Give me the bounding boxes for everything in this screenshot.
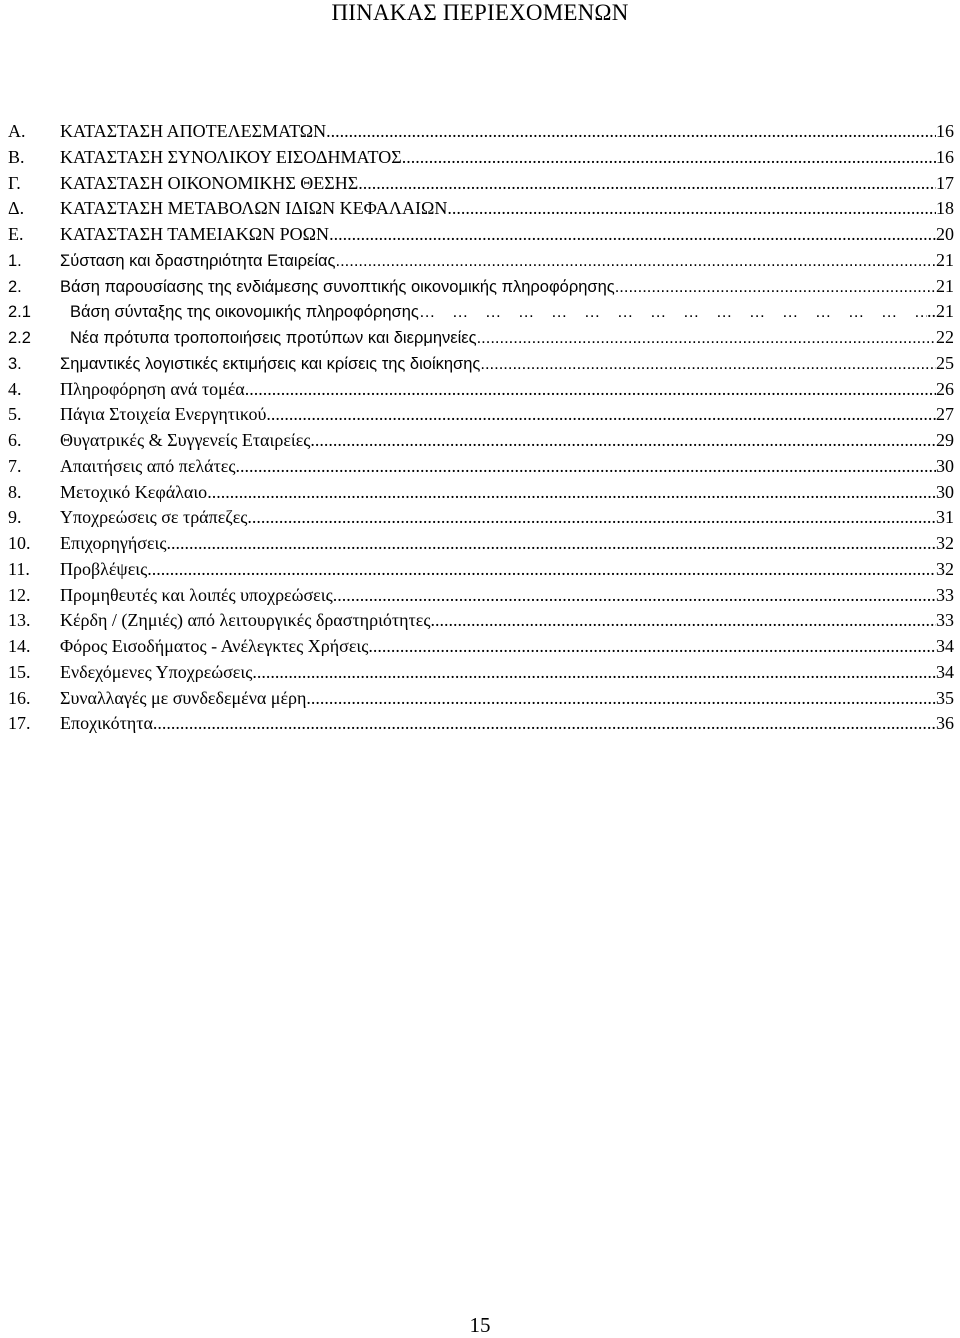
- toc-entry-number: Β.: [8, 146, 25, 167]
- toc-entry-page: ..21: [927, 301, 954, 322]
- dot-leader: [402, 145, 936, 171]
- toc-entry-number: 15.: [8, 661, 31, 682]
- toc-entry-number: 14.: [8, 636, 31, 656]
- toc-entry-2-2[interactable]: [8, 325, 954, 351]
- toc-entry-1[interactable]: [8, 248, 954, 274]
- toc-entry-6[interactable]: [8, 428, 954, 454]
- toc-entry-label: Υποχρεώσεις σε τράπεζες: [60, 507, 248, 528]
- toc-entry-page: 17: [936, 172, 954, 193]
- dot-leader: [310, 428, 936, 454]
- toc-entry-2-1[interactable]: [8, 299, 954, 325]
- toc-entry-number: 16.: [8, 687, 31, 708]
- toc-entry-page: 30: [936, 455, 954, 476]
- toc-entry-number: Γ.: [8, 172, 21, 193]
- dot-leader: [430, 608, 936, 634]
- toc-entry-label: Κέρδη / (Ζημιές) από λειτουργικές δραστηριότητες: [60, 610, 431, 631]
- page-number: 15: [469, 1313, 491, 1337]
- toc-entry-page: 30: [936, 481, 954, 502]
- toc-entry-number: 2.1: [8, 303, 31, 322]
- toc-entry-page: 27: [936, 404, 954, 425]
- toc-entry-label: Απαιτήσεις από πελάτες: [60, 455, 236, 476]
- toc-entry-number: Ε.: [8, 224, 24, 244]
- dot-leader: [477, 326, 936, 352]
- dot-leader: [266, 402, 936, 428]
- page-title: ΠΙΝΑΚΑΣ ΠΕΡΙΕΧΟΜΕΝΩΝ: [331, 0, 629, 25]
- dot-leader: [167, 531, 936, 557]
- toc-entry-page: 31: [936, 507, 954, 528]
- toc-entry-a[interactable]: [8, 119, 954, 145]
- toc-entry-label: Φόρος Εισοδήματος - Ανέλεγκτες Χρήσεις: [60, 636, 369, 656]
- toc-entry-16[interactable]: [8, 686, 954, 712]
- toc-entry-page: 33: [936, 584, 954, 605]
- toc-entry-number: 13.: [8, 610, 31, 631]
- toc-entry-10[interactable]: [8, 531, 954, 557]
- toc-entry-page: 26: [936, 378, 954, 399]
- dot-leader: [306, 686, 936, 712]
- toc-entry-page: 21: [936, 249, 954, 270]
- toc-entry-page: 34: [936, 661, 954, 682]
- toc-entry-number: 17.: [8, 713, 31, 734]
- toc-entry-label: ΚΑΤΑΣΤΑΣΗ ΣΥΝΟΛΙΚΟΥ ΕΙΣΟΔΗΜΑΤΟΣ: [60, 146, 402, 167]
- toc-entry-number: 12.: [8, 584, 31, 605]
- toc-entry-number: Α.: [8, 121, 26, 141]
- toc-entry-number: 7.: [8, 455, 22, 476]
- toc-entry-label: Προβλέψεις: [60, 558, 148, 579]
- toc-entry-number: 2.: [8, 277, 22, 296]
- dot-leader: [147, 557, 936, 583]
- toc-entry-page: 34: [936, 636, 954, 656]
- toc-entry-page: 36: [936, 713, 954, 734]
- dot-leader: [247, 505, 936, 531]
- toc-entry-8[interactable]: [8, 480, 954, 506]
- toc-entry-label: Συναλλαγές με συνδεδεμένα μέρη: [60, 687, 307, 708]
- toc-entry-label: Εποχικότητα: [60, 713, 153, 734]
- dot-leader: [245, 377, 936, 403]
- toc-entry-label: Βάση σύνταξης της οικονομικής πληροφόρησης: [70, 303, 419, 322]
- toc-entry-page: 16: [936, 146, 954, 167]
- toc-entry-number: 5.: [8, 404, 22, 425]
- toc-entry-label: ΚΑΤΑΣΤΑΣΗ ΜΕΤΑΒΟΛΩΝ ΙΔΙΩΝ ΚΕΦΑΛΑΙΩΝ: [60, 198, 448, 219]
- toc-entry-page: 32: [936, 558, 954, 579]
- toc-entry-d[interactable]: [8, 196, 954, 222]
- toc-entry-5[interactable]: [8, 402, 954, 428]
- toc-entry-page: 16: [936, 121, 954, 141]
- dot-leader: [336, 249, 937, 275]
- toc-entry-7[interactable]: [8, 454, 954, 480]
- toc-entry-3[interactable]: [8, 351, 954, 377]
- dot-leader: [368, 634, 936, 660]
- toc-entry-12[interactable]: [8, 583, 954, 609]
- toc-entry-label: ΚΑΤΑΣΤΑΣΗ ΟΙΚΟΝΟΜΙΚΗΣ ΘΕΣΗΣ: [60, 172, 359, 193]
- toc-entry-number: Δ.: [8, 198, 25, 219]
- dot-leader: [419, 300, 927, 326]
- toc-entry-number: 4.: [8, 378, 22, 399]
- toc-entry-number: 10.: [8, 533, 31, 553]
- toc-entry-b[interactable]: [8, 145, 954, 171]
- toc-entry-page: 25: [936, 352, 954, 373]
- toc-entry-number: 2.2: [8, 329, 31, 347]
- dot-leader: [615, 275, 936, 301]
- toc-entry-label: Πληροφόρηση ανά τομέα: [60, 378, 245, 399]
- dot-leader: [252, 660, 936, 686]
- toc-entry-c[interactable]: [8, 171, 954, 197]
- toc-entry-label: Θυγατρικές & Συγγενείς Εταιρείες: [60, 430, 311, 450]
- toc-entry-11[interactable]: [8, 557, 954, 583]
- dot-leader: [235, 454, 936, 480]
- toc-entry-label: ΚΑΤΑΣΤΑΣΗ ΤΑΜΕΙΑΚΩΝ ΡΟΩΝ: [60, 224, 330, 244]
- dot-leader: [447, 196, 936, 222]
- toc-entry-e[interactable]: [8, 222, 954, 248]
- toc-entry-label: Επιχορηγήσεις: [60, 533, 167, 553]
- toc-entry-label: Πάγια Στοιχεία Ενεργητικού: [60, 404, 267, 425]
- toc-entry-number: 11.: [8, 558, 30, 579]
- dot-leader: [153, 711, 936, 737]
- toc-entry-number: 1.: [8, 251, 22, 270]
- toc-entry-number: 3.: [8, 354, 22, 373]
- toc-entry-page: 20: [936, 224, 954, 244]
- dot-leader: [207, 480, 936, 506]
- toc-entry-17[interactable]: [8, 711, 954, 737]
- table-of-contents: [8, 119, 954, 737]
- toc-entry-label: Προμηθευτές και λοιπές υποχρεώσεις: [60, 584, 333, 605]
- dot-leader: [326, 119, 936, 145]
- toc-entry-2[interactable]: [8, 274, 954, 300]
- toc-entry-label: Μετοχικό Κεφάλαιο: [60, 481, 208, 502]
- toc-entry-page: 29: [936, 430, 954, 450]
- toc-entry-14[interactable]: [8, 634, 954, 660]
- toc-entry-label: Σημαντικές λογιστικές εκτιμήσεις και κρίσεις της διοίκησης: [60, 354, 481, 373]
- toc-entry-number: 8.: [8, 481, 22, 502]
- toc-entry-4[interactable]: [8, 377, 954, 403]
- toc-entry-13[interactable]: [8, 608, 954, 634]
- toc-entry-label: Βάση παρουσίασης της ενδιάμεσης συνοπτικής οικονομικής πληροφόρησης: [60, 277, 615, 296]
- toc-entry-number: 6.: [8, 430, 22, 450]
- dot-leader: [480, 352, 936, 378]
- toc-entry-page: 18: [936, 198, 954, 219]
- toc-entry-page: 22: [936, 327, 954, 347]
- toc-entry-label: Ενδεχόμενες Υποχρεώσεις: [60, 661, 253, 682]
- toc-entry-label: Νέα πρότυπα τροποποιήσεις προτύπων και διερμηνείες: [70, 329, 477, 347]
- dot-leader: [333, 583, 936, 609]
- toc-entry-page: 21: [936, 275, 954, 296]
- dot-leader: [358, 171, 936, 197]
- toc-entry-9[interactable]: [8, 505, 954, 531]
- toc-entry-label: Σύσταση και δραστηριότητα Εταιρείας: [60, 251, 336, 270]
- toc-entry-page: 33: [936, 610, 954, 631]
- toc-entry-page: 32: [936, 533, 954, 553]
- toc-entry-label: ΚΑΤΑΣΤΑΣΗ ΑΠΟΤΕΛΕΣΜΑΤΩΝ: [60, 121, 327, 141]
- toc-entry-15[interactable]: [8, 660, 954, 686]
- dot-leader: [329, 222, 936, 248]
- toc-entry-page: 35: [936, 687, 954, 708]
- toc-entry-number: 9.: [8, 507, 22, 528]
